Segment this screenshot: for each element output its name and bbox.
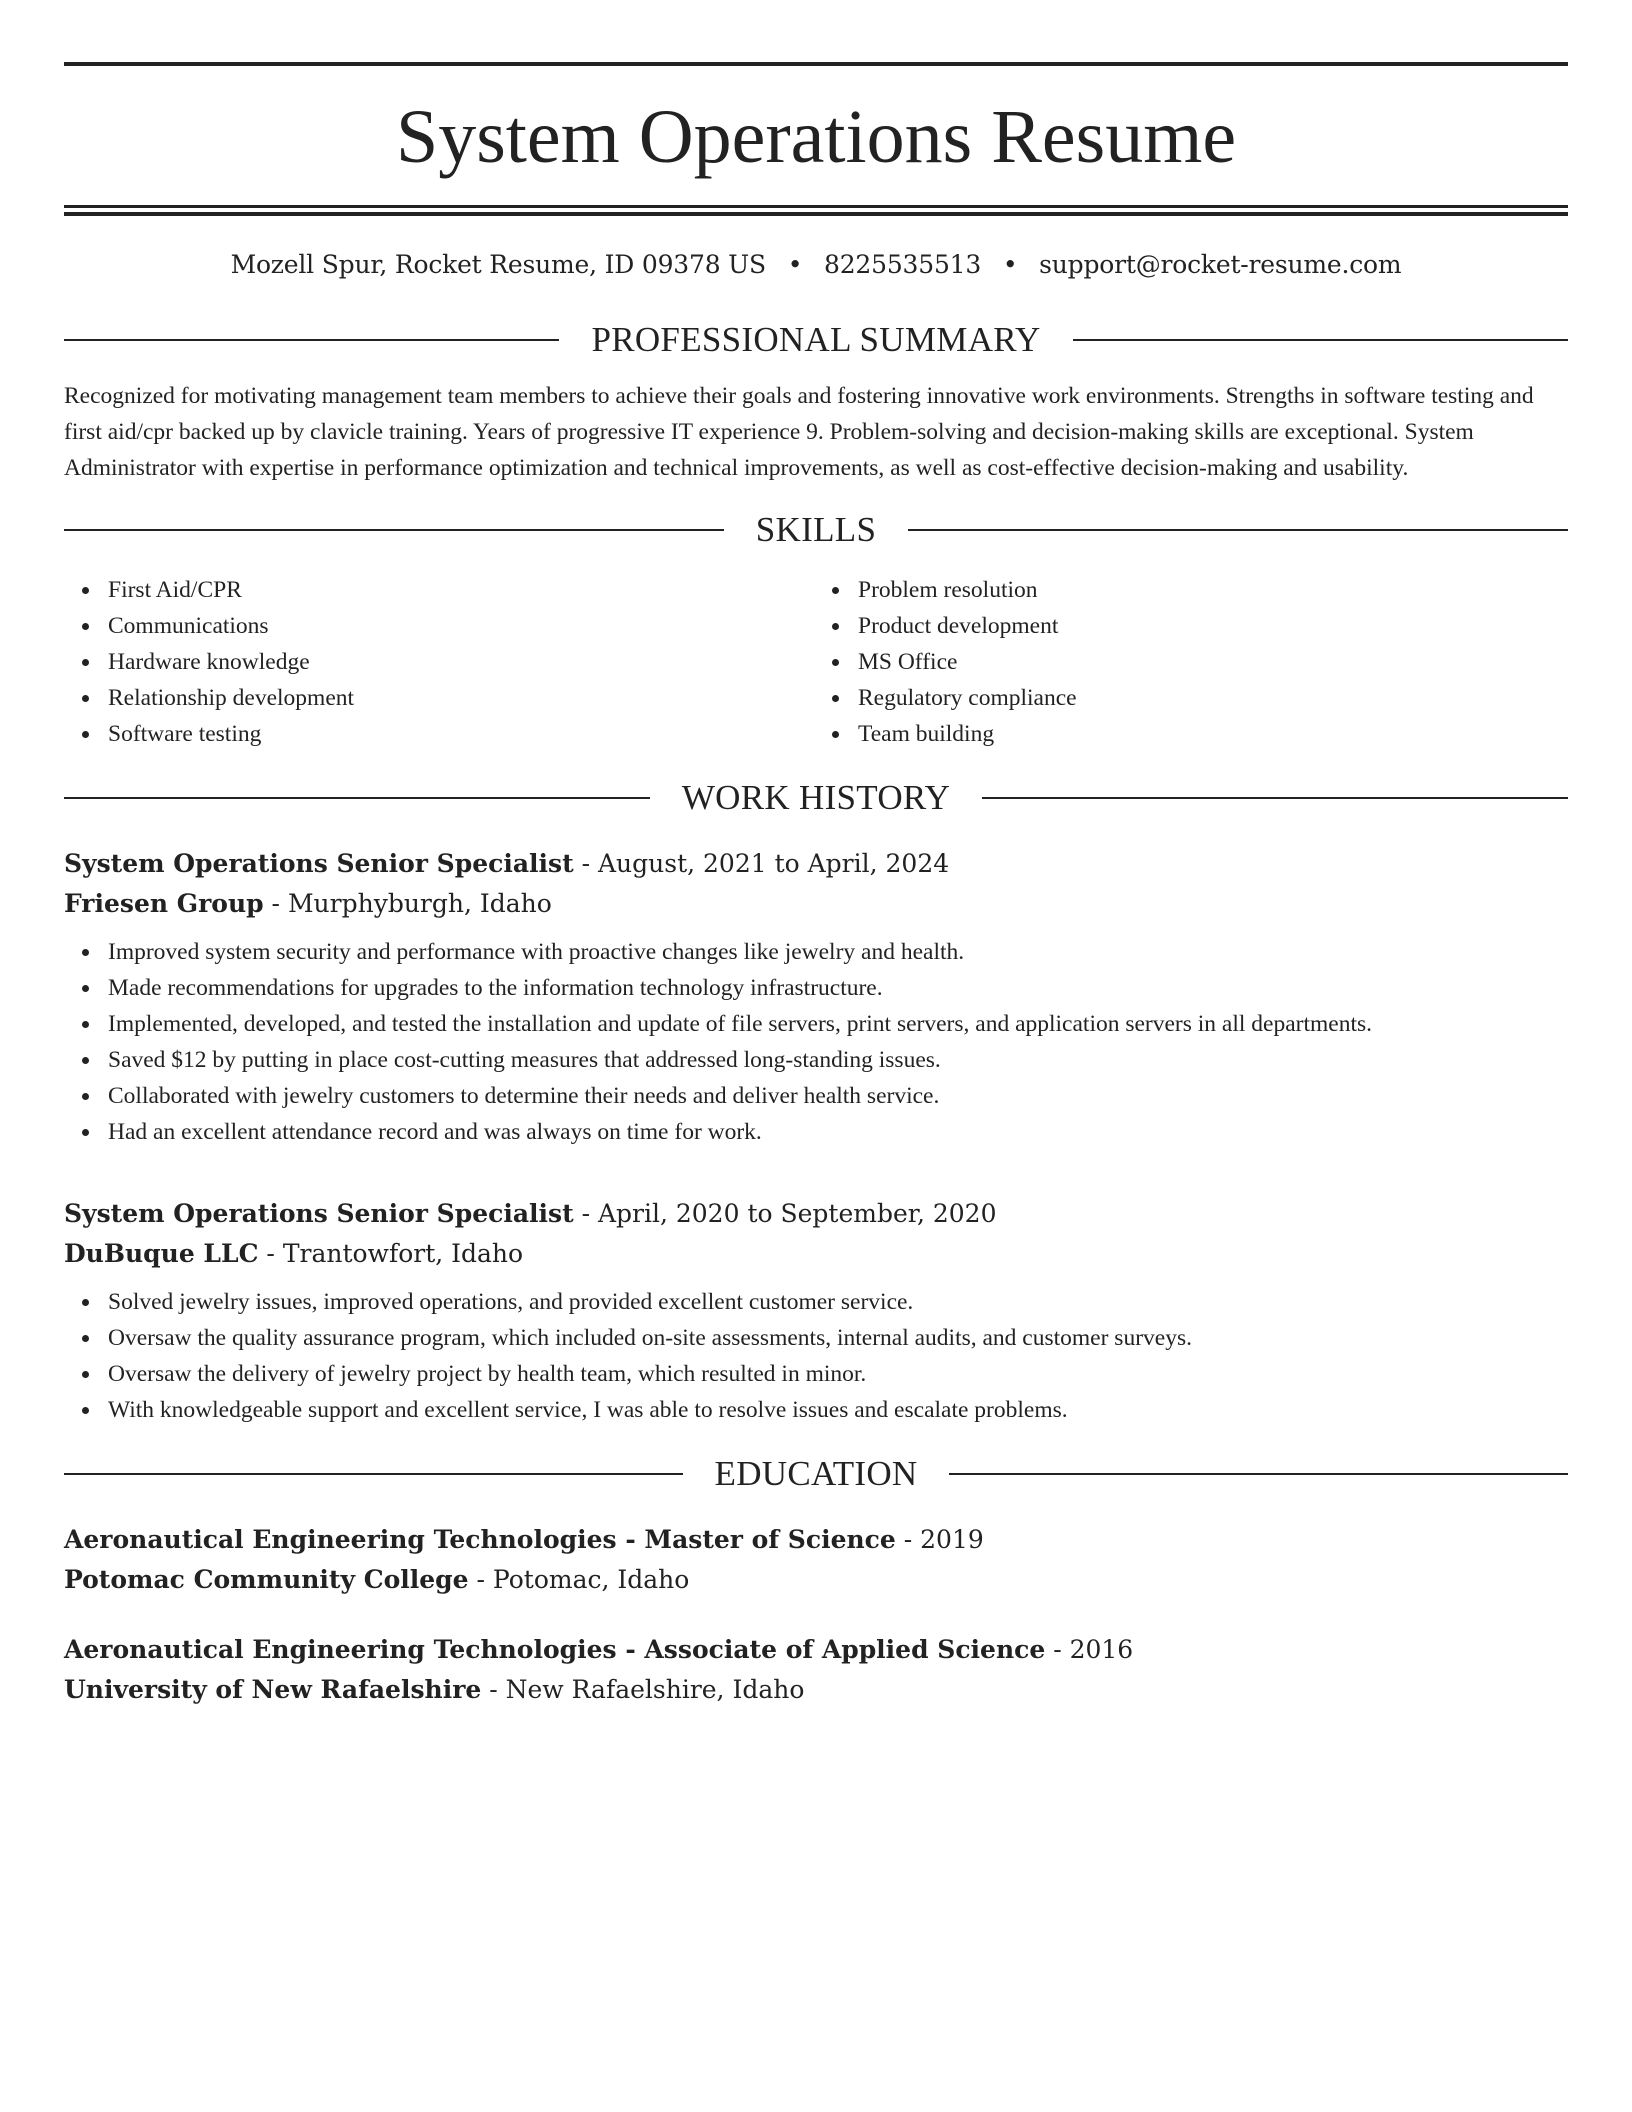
education-degree-line: [64, 1520, 1568, 1560]
education-school: University of New Rafaelshire: [64, 1674, 482, 1704]
education-year: - 2016: [1045, 1634, 1134, 1664]
job-entry: [64, 1194, 1568, 1428]
skill-item: Hardware knowledge: [108, 644, 818, 680]
job-bullet: With knowledgeable support and excellent service, I was able to resolve issues and escalate problems.: [108, 1392, 1568, 1428]
job-company: Friesen Group: [64, 888, 264, 918]
job-bullets: [64, 1284, 1568, 1428]
summary-heading: PROFESSIONAL SUMMARY: [591, 320, 1041, 359]
job-title-line: [64, 1194, 1568, 1234]
education-location: - Potomac, Idaho: [468, 1564, 690, 1594]
resume-title: System Operations Resume: [395, 95, 1237, 179]
education-degree: Aeronautical Engineering Technologies - Associate of Applied Science: [64, 1634, 1046, 1664]
skill-item: Product development: [858, 608, 1568, 644]
skill-item: Communications: [108, 608, 818, 644]
contact-phone: 8225535513: [824, 250, 982, 279]
job-title: System Operations Senior Specialist: [64, 848, 574, 878]
contact-separator: •: [787, 250, 803, 279]
job-bullet: Made recommendations for upgrades to the information technology infrastructure.: [108, 970, 1568, 1006]
header-rule: [64, 529, 724, 531]
education-section-header: [64, 1454, 1568, 1494]
job-bullet: Saved $12 by putting in place cost-cutting measures that addressed long-standing issues.: [108, 1042, 1568, 1078]
contact-separator: •: [1002, 250, 1018, 279]
job-bullet: Improved system security and performance with proactive changes like jewelry and health.: [108, 934, 1568, 970]
job-company-line: [64, 1234, 1568, 1274]
header-rule: [1073, 339, 1568, 341]
contact-email: support@rocket-resume.com: [1039, 250, 1402, 279]
job-title: System Operations Senior Specialist: [64, 1198, 574, 1228]
resume-page: [64, 62, 1568, 1710]
skills-section-header: [64, 510, 1568, 550]
education-entry: [64, 1520, 1568, 1600]
job-dates: - April, 2020 to September, 2020: [573, 1198, 997, 1228]
header-rule: [64, 1473, 683, 1475]
job-company: DuBuque LLC: [64, 1238, 259, 1268]
skills-heading: SKILLS: [755, 509, 877, 549]
header-rule: [949, 1473, 1568, 1475]
skill-item: First Aid/CPR: [108, 572, 818, 608]
education-entry: [64, 1630, 1568, 1710]
job-entry: [64, 844, 1568, 1150]
job-bullet: Oversaw the quality assurance program, which included on-site assessments, internal audits, and customer surveys.: [108, 1320, 1568, 1356]
skill-item: Problem resolution: [858, 572, 1568, 608]
title-double-rule: [64, 205, 1568, 216]
header-rule: [982, 797, 1568, 799]
skill-item: MS Office: [858, 644, 1568, 680]
contact-line: [64, 250, 1568, 282]
skill-item: Team building: [858, 716, 1568, 752]
header-rule: [64, 339, 559, 341]
job-location: - Murphyburgh, Idaho: [263, 888, 552, 918]
job-bullet: Implemented, developed, and tested the installation and update of file servers, print servers, and application servers in all departments.: [108, 1006, 1568, 1042]
summary-text: Recognized for motivating management team members to achieve their goals and fostering innovative work environments. Strengths in software testing and first aid/cpr backed up by clavicle training. Years of progressive IT experience 9. Problem-solving and decision-making skills are exceptional. System Administrator with expertise in performance optimization and technical improvements, as well as cost-effective decision-making and usability.: [64, 383, 1534, 481]
job-bullet: Solved jewelry issues, improved operations, and provided excellent customer service.: [108, 1284, 1568, 1320]
summary-section-header: [64, 320, 1568, 360]
work-heading: WORK HISTORY: [681, 777, 951, 817]
contact-address: Mozell Spur, Rocket Resume, ID 09378 US: [230, 250, 766, 279]
education-school-line: [64, 1670, 1568, 1710]
education-degree-line: [64, 1630, 1568, 1670]
education-degree: Aeronautical Engineering Technologies - Master of Science: [64, 1524, 896, 1554]
education-location: - New Rafaelshire, Idaho: [481, 1674, 805, 1704]
education-school: Potomac Community College: [64, 1564, 469, 1594]
job-bullet: Had an excellent attendance record and was always on time for work.: [108, 1114, 1568, 1150]
header-rule: [64, 797, 650, 799]
skills-list: [64, 572, 1568, 752]
education-heading: EDUCATION: [714, 1453, 918, 1493]
work-section-header: [64, 778, 1568, 818]
education-school-line: [64, 1560, 1568, 1600]
header-rule: [908, 529, 1568, 531]
skills-column-left: [64, 572, 818, 752]
job-title-line: [64, 844, 1568, 884]
job-bullet: Collaborated with jewelry customers to determine their needs and deliver health service.: [108, 1078, 1568, 1114]
job-location: - Trantowfort, Idaho: [258, 1238, 524, 1268]
job-bullets: [64, 934, 1568, 1150]
skill-item: Relationship development: [108, 680, 818, 716]
job-dates: - August, 2021 to April, 2024: [573, 848, 950, 878]
job-company-line: [64, 884, 1568, 924]
skill-item: Regulatory compliance: [858, 680, 1568, 716]
skills-column-right: [818, 572, 1568, 752]
job-bullet: Oversaw the delivery of jewelry project by health team, which resulted in minor.: [108, 1356, 1568, 1392]
skill-item: Software testing: [108, 716, 818, 752]
education-year: - 2019: [895, 1524, 984, 1554]
